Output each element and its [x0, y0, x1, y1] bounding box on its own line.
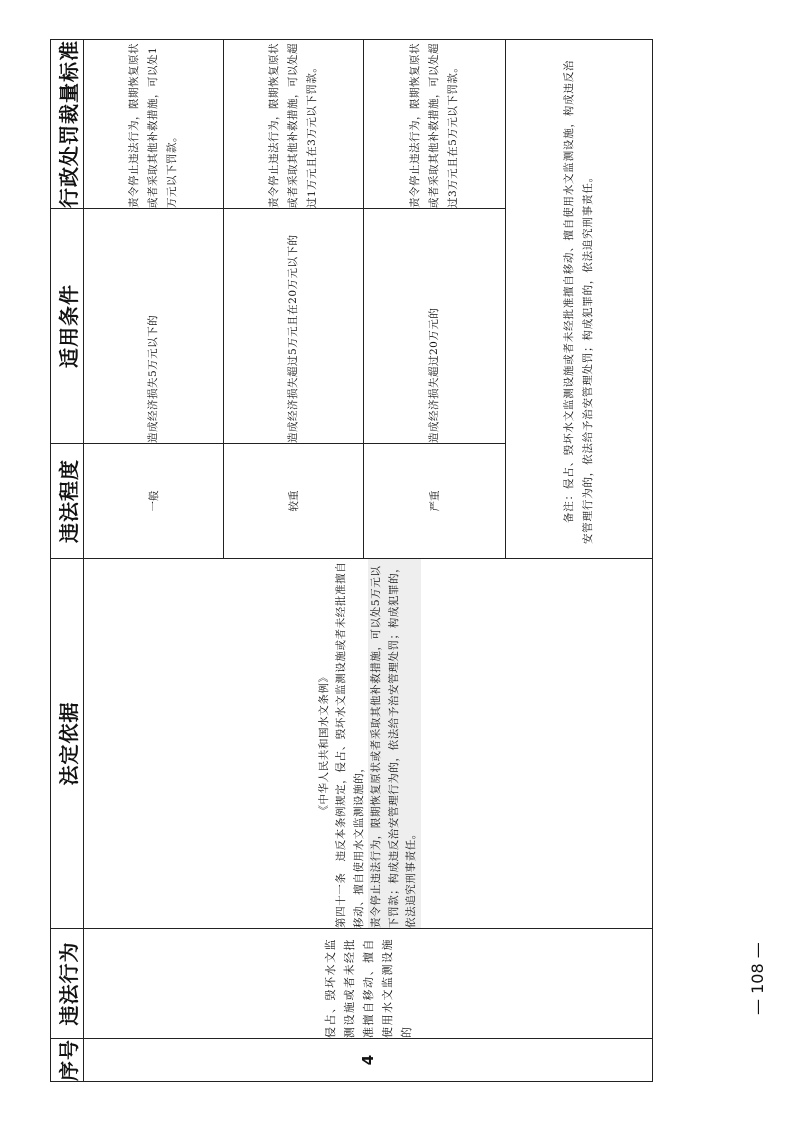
header-seq: 序号 — [51, 1039, 84, 1082]
header-degree: 违法程度 — [51, 444, 84, 559]
basis-article-part2: 责令停止违法行为，限期恢复原状或者采取其他补救措施，可以处5万元以下罚款；构成违反治安管理行为的，依法给予治安管理处罚；构成犯罪的，依法追究刑事责任。 — [368, 559, 421, 928]
remark-text: 备注：侵占、毁坏水文监测设施或者未经批准擅自移动、擅自使用水文监测设施，构成违反治安管理行为的，依法给予治安管理处罚；构成犯罪的，依法追究刑事责任。 — [563, 59, 594, 544]
penalty-standard-table — [50, 39, 653, 1082]
penalty-severe: 责令停止违法行为，限期恢复原状或者采取其他补救措施，可以处超过3万元且在5万元以下罚款。 — [364, 40, 506, 209]
basis-article-part1: 第四十一条 违反本条例规定，侵占、毁坏水文监测设施或者未经批准擅自移动、擅自使用水文监测设施的， — [335, 561, 365, 928]
penalty-serious: 责令停止违法行为，限期恢复原状或者采取其他补救措施，可以处超过1万元且在3万元以下罚款。 — [224, 40, 364, 209]
table-row — [84, 40, 224, 1082]
table-header-row — [51, 40, 84, 1082]
penalty-standard-table-rotated — [50, 40, 653, 1082]
degree-severe: 严重 — [364, 444, 506, 559]
header-act: 违法行为 — [51, 929, 84, 1039]
condition-severe: 造成经济损失超过20万元的 — [364, 209, 506, 444]
row-basis — [84, 559, 653, 929]
header-penalty: 行政处罚裁量标准 — [51, 40, 84, 209]
header-condition: 适用条件 — [51, 209, 84, 444]
row-seq: 4 — [84, 1039, 653, 1082]
row-act: 侵占、毁坏水文监测设施或者未经批准擅自移动、擅自使用水文监测设施的 — [84, 929, 653, 1039]
condition-general: 造成经济损失5万元以下的 — [84, 209, 224, 444]
basis-title: 《中华人民共和国水文条例》 — [317, 671, 330, 816]
remark-cell — [506, 40, 653, 559]
degree-general: 一般 — [84, 444, 224, 559]
basis-article — [333, 559, 421, 928]
page-number: — 108 — — [748, 942, 767, 1015]
penalty-general: 责令停止违法行为，限期恢复原状或者采取其他补救措施，可以处1万元以下罚款。 — [84, 40, 224, 209]
header-basis: 法定依据 — [51, 559, 84, 929]
condition-serious: 造成经济损失超过5万元且在20万元以下的 — [224, 209, 364, 444]
degree-serious: 较重 — [224, 444, 364, 559]
